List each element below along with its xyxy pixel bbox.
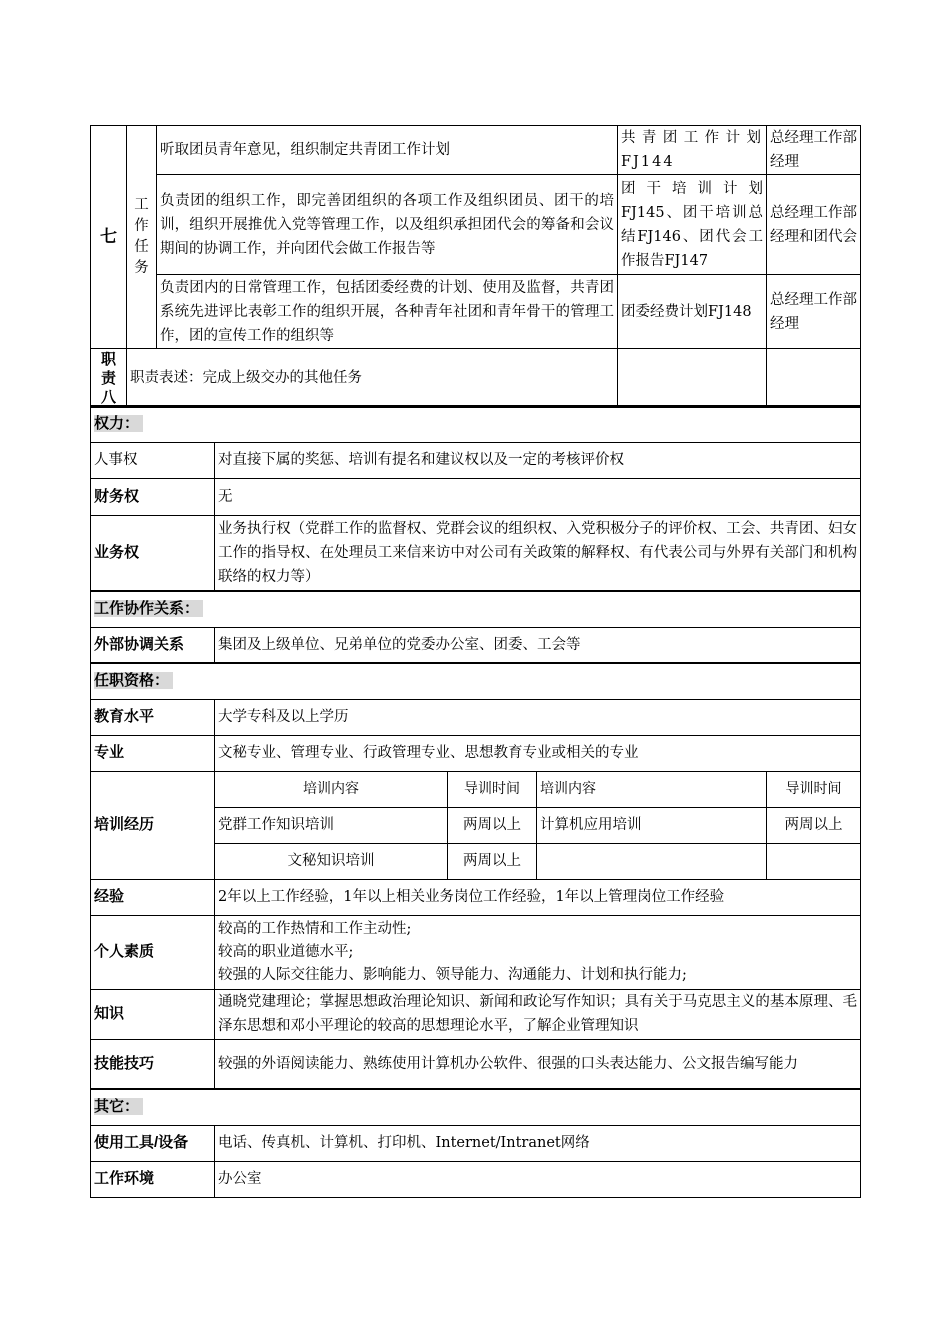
others-section (91, 1089, 861, 1125)
authority-label-personnel: 人事权 (91, 442, 215, 478)
authority-row-personnel (91, 442, 861, 478)
duty7-report-2: 总经理工作部经理和团代会 (767, 175, 861, 275)
cooperation-section (91, 591, 861, 627)
duty-table (90, 125, 861, 408)
training-label: 培训经历 (91, 771, 215, 879)
experience-row (91, 879, 861, 915)
cooperation-value: 集团及上级单位、兄弟单位的党委办公室、团委、工会等 (215, 627, 861, 663)
personal-row (91, 915, 861, 989)
training-header-time-1: 导训时间 (448, 771, 537, 807)
duty8-label: 职责八 (91, 349, 127, 408)
qualification-section (91, 663, 861, 699)
skills-row (91, 1039, 861, 1089)
authority-section (91, 406, 861, 442)
duty8-content: 职责表述：完成上级交办的其他任务 (127, 349, 618, 408)
duty8-row (91, 349, 861, 408)
duty7-output-1: 共青团工作计划FJ144 (618, 126, 767, 175)
duty8-output (618, 349, 767, 408)
authority-value-personnel: 对直接下属的奖惩、培训有提名和建议权以及一定的考核评价权 (215, 442, 861, 478)
duty7-content-1: 听取团员青年意见，组织制定共青团工作计划 (157, 126, 618, 175)
skills-label: 技能技巧 (91, 1039, 215, 1089)
duty7-output-2: 团干培训计划FJ145、团干培训总结FJ146、团代会工作报告FJ147 (618, 175, 767, 275)
education-row (91, 699, 861, 735)
duty8-report (767, 349, 861, 408)
major-value: 文秘专业、管理专业、行政管理专业、思想教育专业或相关的专业 (215, 735, 861, 771)
personal-line: 较高的职业道德水平; (218, 943, 354, 960)
duty7-content-2: 负责团的组织工作，即完善团组织的各项工作及组织团员、团干的培训，组织开展推优入党等管理工作，以及组织承担团代会的筹备和会议期间的协调工作，并向团代会做工作报告等 (157, 175, 618, 275)
skills-value: 较强的外语阅读能力、熟练使用计算机办公软件、很强的口头表达能力、公文报告编写能力 (215, 1039, 861, 1089)
authority-value-business: 业务执行权（党群工作的监督权、党群会议的组织权、入党积极分子的评价权、工会、共青团、妇女工作的指导权、在处理员工来信来访中对公司有关政策的解释权、有代表公司与外界有关部门和机构联络的权力等） (215, 515, 861, 591)
tools-label: 使用工具/设备 (91, 1125, 215, 1161)
environment-label: 工作环境 (91, 1161, 215, 1197)
knowledge-row (91, 989, 861, 1039)
authority-value-finance: 无 (215, 478, 861, 515)
training-cell: 两周以上 (448, 807, 537, 843)
duty7-label: 工作任务 (127, 126, 157, 349)
authority-label-finance: 财务权 (91, 478, 215, 515)
knowledge-value: 通晓党建理论；掌握思想政治理论知识、新闻和政论写作知识；具有关于马克思主义的基本原理、毛泽东思想和邓小平理论的较高的思想理论水平，了解企业管理知识 (215, 989, 861, 1039)
tools-value: 电话、传真机、计算机、打印机、Internet/Intranet网络 (215, 1125, 861, 1161)
training-cell: 两周以上 (448, 843, 537, 879)
training-cell: 计算机应用培训 (537, 807, 767, 843)
major-label: 专业 (91, 735, 215, 771)
authority-label-business: 业务权 (91, 515, 215, 591)
others-title: 其它： (91, 1089, 861, 1125)
duty7-row-1 (91, 126, 861, 175)
personal-label: 个人素质 (91, 915, 215, 989)
training-header-time-2: 导训时间 (767, 771, 861, 807)
duty7-report-3: 总经理工作部经理 (767, 275, 861, 349)
cooperation-row (91, 627, 861, 663)
training-header-content-1: 培训内容 (215, 771, 448, 807)
training-cell: 两周以上 (767, 807, 861, 843)
training-cell (767, 843, 861, 879)
training-cell: 文秘知识培训 (215, 843, 448, 879)
environment-value: 办公室 (215, 1161, 861, 1197)
knowledge-label: 知识 (91, 989, 215, 1039)
education-value: 大学专科及以上学历 (215, 699, 861, 735)
duty7-row-2 (91, 175, 861, 275)
cooperation-label: 外部协调关系 (91, 627, 215, 663)
experience-value: 2年以上工作经验，1年以上相关业务岗位工作经验，1年以上管理岗位工作经验 (215, 879, 861, 915)
training-header-content-2: 培训内容 (537, 771, 767, 807)
qualification-title: 任职资格： (91, 663, 861, 699)
duty7-output-3: 团委经费计划FJ148 (618, 275, 767, 349)
experience-label: 经验 (91, 879, 215, 915)
authority-row-business (91, 515, 861, 591)
education-label: 教育水平 (91, 699, 215, 735)
authority-row-finance (91, 478, 861, 515)
personal-line: 较强的人际交往能力、影响能力、领导能力、沟通能力、计划和执行能力; (218, 966, 687, 983)
duty7-report-1: 总经理工作部经理 (767, 126, 861, 175)
training-header-row (91, 771, 861, 807)
duty7-row-3 (91, 275, 861, 349)
training-cell (537, 843, 767, 879)
training-cell: 党群工作知识培训 (215, 807, 448, 843)
major-row (91, 735, 861, 771)
personal-value (215, 915, 861, 989)
personal-line: 较高的工作热情和工作主动性; (218, 920, 412, 937)
cooperation-title: 工作协作关系： (91, 591, 861, 627)
environment-row (91, 1161, 861, 1197)
attributes-table (90, 405, 861, 1198)
duty7-number: 七 (91, 126, 127, 349)
authority-title: 权力： (91, 406, 861, 442)
duty7-content-3: 负责团内的日常管理工作，包括团委经费的计划、使用及监督，共青团系统先进评比表彰工作的组织开展，各种青年社团和青年骨干的管理工作，团的宣传工作的组织等 (157, 275, 618, 349)
tools-row (91, 1125, 861, 1161)
